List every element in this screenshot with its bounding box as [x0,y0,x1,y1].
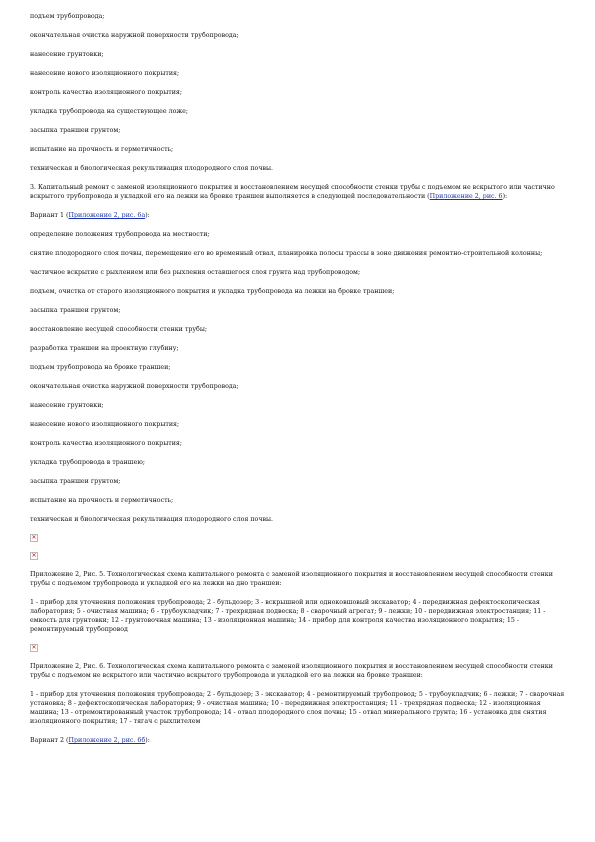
list-item: засыпка траншеи грунтом; [30,478,121,485]
list-item: техническая и биологическая рекультивация плодородного слоя почвы. [30,516,274,523]
list-item: испытание на прочность и герметичность; [30,497,174,504]
list-item: определение положения трубопровода на местности; [30,231,210,238]
variant-2-prefix: Вариант 2 ( [30,737,69,744]
appendix-link-fig6a[interactable]: Приложение 2, рис. 6а [68,212,146,219]
broken-image-icon [30,644,38,652]
variant-1-suffix: ): [145,212,150,219]
list-item: засыпка траншеи грунтом; [30,307,121,314]
list-item: нанесение грунтовки; [30,402,104,409]
list-item: подъем трубопровода на бровке траншеи; [30,364,171,371]
variant-1-prefix: Вариант 1 ( [30,212,69,219]
variant-2-suffix: ): [145,737,150,744]
figure-5-legend: 1 - прибор для уточнения положения трубопровода; 2 - бульдозер; 3 - вскрышной или одноковшовый экскаватор; 4 - передвижная дефектоскопическая лаборатория; 5 - очистная машина; 6 - трубоукладчик; 7 - трехрядная подвеска; 8 - сварочный агрегат; 9 - лежки; 10 - передвижная электростанция; 11 - емкость для грунтовки; 12 - грунтовочная машина; 13 - изоляционная машина; 14 - прибор для контроля качества изоляционного покрытия; 15 - ремонтируемый трубопровод [30,599,546,633]
variant-2-heading [30,736,570,745]
list-item: нанесение грунтовки; [30,51,104,58]
list-item: окончательная очистка наружной поверхности трубопровода; [30,32,239,39]
list-item: контроль качества изоляционного покрытия; [30,89,182,96]
broken-image-icon [30,534,38,542]
list-item: нанесение нового изоляционного покрытия; [30,421,180,428]
list-item: засыпка траншеи грунтом; [30,127,121,134]
list-item: укладка трубопровода на существующее ложе; [30,108,189,115]
list-item: частичное вскрытие с рыхлением или без рыхления оставшегося слоя грунта над трубопроводом; [30,269,361,276]
list-item: подъем трубопровода; [30,13,105,20]
list-item: укладка трубопровода в траншею; [30,459,145,466]
broken-image-icon [30,552,38,560]
list-item: восстановление несущей способности стенки трубы; [30,326,207,333]
list-item: подъем, очистка от старого изоляционного покрытия и укладка трубопровода на лежки на бровке траншеи; [30,288,395,295]
list-item: испытание на прочность и герметичность; [30,146,174,153]
list-item: разработка траншеи на проектную глубину; [30,345,179,352]
appendix-link-fig6[interactable]: Приложение 2, рис. 6 [429,193,503,200]
paragraph-3-text: 3. Капитальный ремонт с заменой изоляционного покрытия и восстановлением несущей способности стенки трубы с подъемом не вскрытого или частично вскрытого трубопровода и укладкой его на лежки на бровке траншеи выполняется в следующей последовательности ( [30,184,555,200]
list-item: снятие плодородного слоя почвы, перемещение его во временный отвал, планировка полосы трассы в зоне движения ремонтно-строительной колонны; [30,250,543,257]
list-item: техническая и биологическая рекультивация плодородного слоя почвы. [30,165,274,172]
appendix-link-fig6b[interactable]: Приложение 2, рис. 6б [68,737,146,744]
variant-1-heading [30,211,570,220]
list-item: контроль качества изоляционного покрытия; [30,440,182,447]
figure-5-caption: Приложение 2, Рис. 5. Технологическая схема капитального ремонта с заменой изоляционного покрытия и восстановлением несущей способности стенки трубы с подъемом трубопровода и укладкой его на лежки на дно траншеи: [30,571,553,587]
document-body [30,12,570,755]
list-item: окончательная очистка наружной поверхности трубопровода; [30,383,239,390]
list-item: нанесение нового изоляционного покрытия; [30,70,180,77]
figure-6-legend: 1 - прибор для уточнения положения трубопровода; 2 - бульдозер; 3 - экскаватор; 4 - ремонтируемый трубопровод; 5 - трубоукладчик; 6 - лежки; 7 - сварочная установка; 8 - дефектоскопическая лаборатория; 9 - очистная машина; 10 - передвижная электростанция; 11 - трехрядная подвеска; 12 - изоляционная машина; 13 - отремонтированный участок трубопровода; 14 - отвал плодородного слоя почвы; 15 - отвал минерального грунта; 16 - установка для снятия изоляционного покрытия; 17 - тягач с рыхлителем [30,691,565,725]
figure-6-caption: Приложение 2, Рис. 6. Технологическая схема капитального ремонта с заменой изоляционного покрытия и восстановлением несущей способности стенки трубы с подъемом не вскрытого или частично вскрытого трубопровода и укладкой его на лежки на бровке траншеи: [30,663,553,679]
paragraph-3-tail: ): [502,193,508,200]
paragraph-3 [30,183,570,201]
